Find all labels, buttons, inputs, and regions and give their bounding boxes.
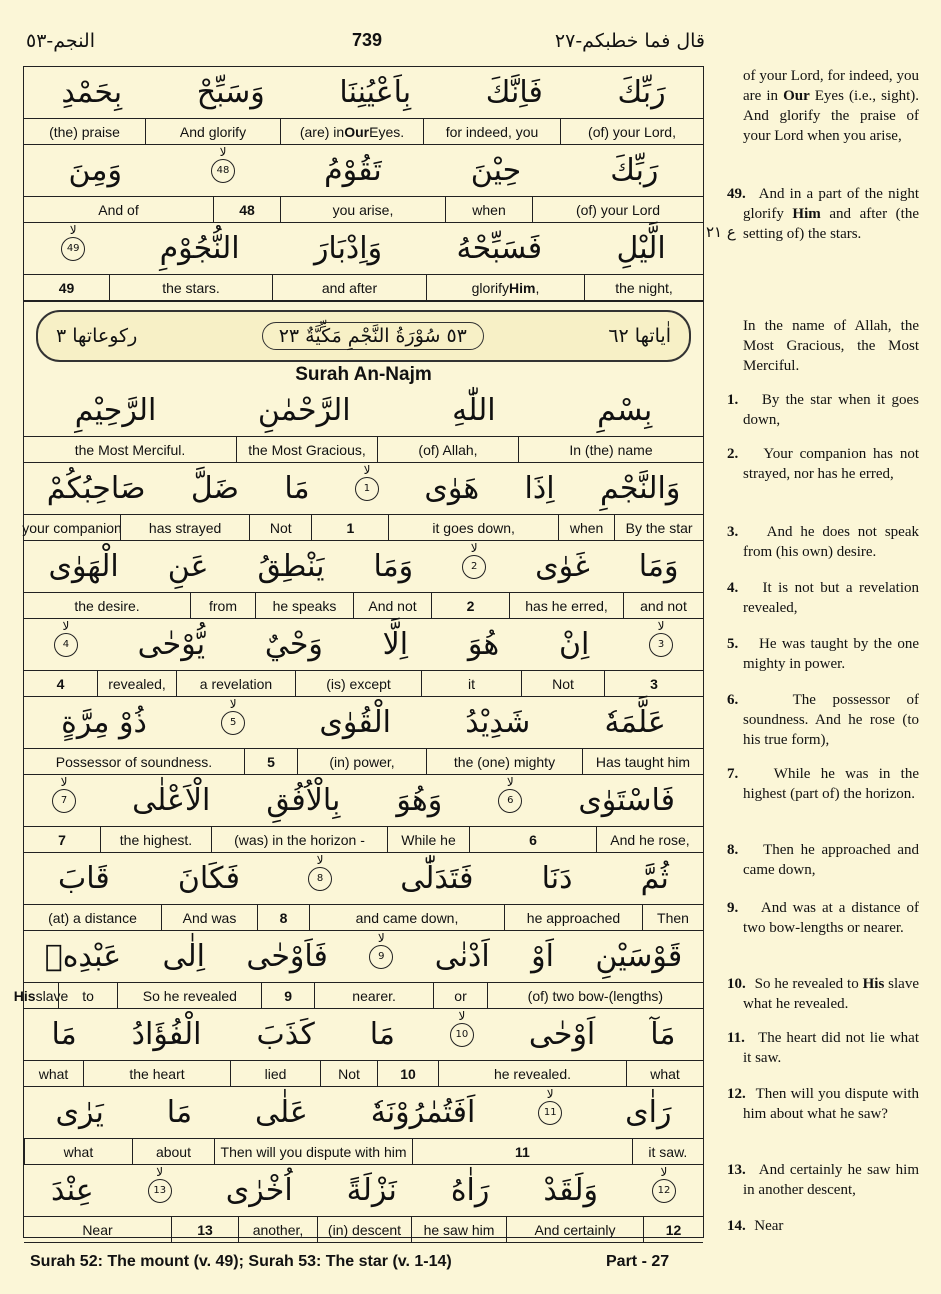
english-gloss: Then will you dispute with him bbox=[214, 1139, 412, 1164]
verse-translation: The heart did not lie what it saw. bbox=[743, 1030, 919, 1066]
arabic-word: الْقُوٰى bbox=[319, 705, 392, 740]
arabic-word: رَاٰى bbox=[625, 1095, 672, 1130]
english-gloss: By the star bbox=[614, 515, 703, 540]
english-gloss: revealed, bbox=[97, 671, 176, 696]
verse-translation: And he does not speak from (his own) desire. bbox=[743, 524, 919, 560]
english-gloss: and not bbox=[623, 593, 703, 618]
english-gloss: While he bbox=[387, 827, 469, 852]
arabic-word: بِحَمْدِ bbox=[61, 75, 123, 110]
english-gloss: the stars. bbox=[109, 275, 272, 300]
translation-paragraph bbox=[727, 316, 919, 376]
english-gloss: the Most Merciful. bbox=[74, 441, 186, 458]
ayah-number-cell: 5 bbox=[244, 749, 297, 774]
verse-translation: It is not but a revelation revealed, bbox=[743, 580, 919, 616]
english-gloss: the highest. bbox=[100, 827, 211, 852]
arabic-word: مَا bbox=[369, 1017, 395, 1052]
translation-paragraph bbox=[727, 634, 919, 674]
arabic-word: قَوْسَيْنِ bbox=[595, 939, 683, 974]
verse-translation: And in a part of the night glorify Him and after (the setting of) the stars. bbox=[743, 186, 919, 242]
english-row bbox=[24, 514, 703, 541]
arabic-word: عَلٰى bbox=[254, 1095, 308, 1130]
english-gloss: And of bbox=[98, 201, 139, 218]
english-gloss: And glorify bbox=[145, 119, 280, 144]
arabic-row bbox=[24, 145, 703, 196]
english-gloss: the night, bbox=[584, 275, 703, 300]
translation-paragraph bbox=[727, 974, 919, 1014]
english-gloss: what bbox=[24, 1139, 132, 1164]
verse-translation: The possessor of soundness. And he rose (to his true form), bbox=[743, 692, 919, 748]
english-gloss: (the) praise bbox=[49, 123, 120, 140]
translation-paragraph bbox=[727, 1216, 919, 1236]
arabic-row bbox=[24, 385, 703, 436]
footer-part: Part - 27 bbox=[606, 1253, 670, 1270]
arabic-word: فَكَانَ bbox=[177, 861, 240, 896]
english-gloss: the heart bbox=[83, 1061, 230, 1086]
arabic-word: النُّجُوْمِ bbox=[159, 231, 240, 266]
ayah-number-cell: 10 bbox=[377, 1061, 438, 1086]
arabic-word: فَاَوْحٰى bbox=[246, 939, 328, 974]
english-gloss: So he revealed bbox=[117, 983, 261, 1008]
arabic-word: اِنْ bbox=[558, 627, 590, 662]
arabic-row bbox=[24, 541, 703, 592]
header-surah-left: النجم-٥٣ bbox=[26, 30, 95, 52]
verse-number: 8. bbox=[727, 842, 739, 858]
verse-number: 7. bbox=[727, 766, 739, 782]
header-juz-right: قال فما خطبكم-٢٧ bbox=[554, 30, 705, 52]
ayah-number-cell: 4 bbox=[56, 675, 65, 692]
ayah-number-marker: لا 11 bbox=[538, 1101, 562, 1125]
english-gloss: he revealed. bbox=[438, 1061, 626, 1086]
arabic-word: عَنِ bbox=[167, 549, 209, 584]
verse-number: 4. bbox=[727, 580, 739, 596]
ayah-number-cell: 6 bbox=[469, 827, 596, 852]
arabic-row bbox=[24, 1009, 703, 1060]
ayah-number-cell: 1 bbox=[311, 515, 388, 540]
arabic-word: فَاِنَّكَ bbox=[485, 75, 543, 110]
arabic-word: قَابَ bbox=[58, 861, 110, 896]
english-gloss: the Most Gracious, bbox=[236, 437, 377, 462]
translation-paragraph bbox=[727, 66, 919, 146]
surah-banner bbox=[36, 310, 691, 362]
ayah-number-marker: لا 10 bbox=[450, 1023, 474, 1047]
english-gloss: (of) your Lord, bbox=[560, 119, 703, 144]
arabic-row bbox=[24, 67, 703, 118]
verse-number: 2. bbox=[727, 446, 739, 462]
verse-translation: So he revealed to His slave what he revealed. bbox=[743, 976, 919, 1012]
ayah-number-marker: لا 3 bbox=[649, 633, 673, 657]
english-gloss: (is) except bbox=[295, 671, 421, 696]
english-gloss: and after bbox=[272, 275, 426, 300]
english-gloss: Not bbox=[249, 515, 311, 540]
verse-number: 13. bbox=[727, 1162, 746, 1178]
arabic-word: مَآ bbox=[650, 1017, 676, 1052]
ayah-number-cell: 3 bbox=[604, 671, 703, 696]
arabic-word: مَا bbox=[166, 1095, 193, 1130]
english-gloss: Then bbox=[642, 905, 703, 930]
ayat-count: اٰیاتها ٦٢ bbox=[608, 325, 671, 347]
english-row bbox=[24, 1138, 703, 1165]
english-row bbox=[24, 1216, 703, 1243]
english-gloss: the desire. bbox=[74, 597, 140, 614]
verse-translation: He was taught by the one mighty in power. bbox=[743, 636, 919, 672]
verse-number: 3. bbox=[727, 524, 739, 540]
arabic-word: يُّوْحٰى bbox=[137, 627, 206, 662]
arabic-word: بِالْاُفُقِ bbox=[266, 783, 341, 818]
ayah-number-marker: لا 49 bbox=[61, 237, 85, 261]
arabic-word: فَاسْتَوٰى bbox=[578, 783, 675, 818]
arabic-word: وَمَا bbox=[373, 549, 414, 584]
ayah-number-cell: 48 bbox=[213, 197, 280, 222]
english-gloss: about bbox=[132, 1139, 214, 1164]
verse-translation: Your companion has not strayed, nor has he erred, bbox=[743, 446, 919, 482]
arabic-word: الْهَوٰى bbox=[48, 549, 119, 584]
ayah-number-marker: لا 4 bbox=[54, 633, 78, 657]
arabic-word: وَمَا bbox=[638, 549, 679, 584]
ayah-number-marker: لا 13 bbox=[148, 1179, 172, 1203]
surah-name-arabic: ٥٣ سُوْرَةُ النَّجْمِ مَكِّيَّةٌ ٢٣ bbox=[262, 322, 484, 350]
english-gloss: glorify Him , bbox=[426, 275, 584, 300]
ruku-marker: ع ٢١ bbox=[706, 223, 736, 241]
verse-translation: Then he approached and came down, bbox=[743, 842, 919, 878]
arabic-word: اُخْرٰى bbox=[225, 1173, 293, 1208]
arabic-word: اللّٰهِ bbox=[452, 393, 496, 428]
english-gloss: nearer. bbox=[314, 983, 434, 1008]
english-row bbox=[24, 748, 703, 775]
verse-translation: Then will you dispute with him about what he saw? bbox=[743, 1086, 919, 1122]
verse-translation: And was at a distance of two bow-lengths or nearer. bbox=[743, 900, 919, 936]
english-gloss: lied bbox=[230, 1061, 320, 1086]
arabic-word: وَاِدْبَارَ bbox=[313, 231, 383, 266]
english-gloss: (at) a distance bbox=[48, 909, 137, 926]
arabic-word: رَبِّكَ bbox=[617, 75, 666, 110]
translation-paragraph bbox=[727, 1028, 919, 1068]
arabic-word: مَا bbox=[284, 471, 310, 506]
verse-number: 49. bbox=[727, 186, 746, 202]
ayah-number-marker: لا 9 bbox=[369, 945, 393, 969]
ayah-number-cell: 12 bbox=[643, 1217, 703, 1242]
english-gloss: has he erred, bbox=[509, 593, 623, 618]
arabic-word: نَزْلَةً bbox=[346, 1173, 397, 1208]
arabic-row bbox=[24, 463, 703, 514]
english-gloss: Possessor of soundness. bbox=[55, 753, 213, 770]
arabic-row bbox=[24, 1087, 703, 1138]
ruku-count: رکوعاتها ٣ bbox=[56, 325, 138, 347]
english-gloss: (was) in the horizon - bbox=[211, 827, 387, 852]
arabic-word: الرَّحْمٰنِ bbox=[257, 393, 351, 428]
translation-paragraph bbox=[727, 764, 919, 804]
surah-title: Surah An-Najm bbox=[295, 364, 432, 385]
arabic-word: فَسَبِّحْهُ bbox=[456, 231, 543, 266]
arabic-word: الْاَعْلٰى bbox=[132, 783, 211, 818]
english-gloss: when bbox=[445, 197, 532, 222]
arabic-word: وَهُوَ bbox=[396, 783, 443, 818]
english-gloss: And not bbox=[353, 593, 431, 618]
arabic-word: تَقُوْمُ bbox=[324, 153, 382, 188]
arabic-word: يَنْطِقُ bbox=[257, 549, 325, 584]
verse-translation: While he was in the highest (part of) the horizon. bbox=[743, 766, 919, 802]
ayah-number-marker: لا 5 bbox=[221, 711, 245, 735]
arabic-word: اَدْنٰى bbox=[434, 939, 490, 974]
arabic-row bbox=[24, 931, 703, 982]
arabic-word: ثُمَّ bbox=[640, 861, 669, 896]
english-gloss: or bbox=[433, 983, 486, 1008]
english-gloss: when bbox=[558, 515, 614, 540]
arabic-word: اَفَتُمٰرُوْنَهٗ bbox=[370, 1095, 476, 1130]
arabic-word: صَاحِبُكُمْ bbox=[46, 471, 146, 506]
verse-translation: Near bbox=[743, 1218, 784, 1234]
english-gloss: has strayed bbox=[120, 515, 249, 540]
arabic-word: الْفُؤَادُ bbox=[131, 1017, 202, 1052]
arabic-word: الرَّحِيْمِ bbox=[74, 393, 157, 428]
ayah-number-cell: 2 bbox=[431, 593, 509, 618]
translation-paragraph bbox=[727, 840, 919, 880]
english-gloss: In (the) name bbox=[518, 437, 703, 462]
arabic-word: وَمِنَ bbox=[68, 153, 122, 188]
word-by-word-grid bbox=[13, 66, 704, 1238]
arabic-word: هَوٰى bbox=[424, 471, 480, 506]
arabic-row bbox=[24, 619, 703, 670]
verse-translation: By the star when it goes down, bbox=[743, 392, 919, 428]
translation-paragraph bbox=[727, 1084, 919, 1124]
english-gloss: the (one) mighty bbox=[426, 749, 582, 774]
arabic-row bbox=[24, 697, 703, 748]
arabic-word: حِيْنَ bbox=[470, 153, 522, 188]
verse-translation: And certainly he saw him in another descent, bbox=[743, 1162, 919, 1198]
english-row bbox=[13, 982, 703, 1009]
footer-surah-info: Surah 52: The mount (v. 49); Surah 53: The star (v. 1-14) bbox=[30, 1253, 452, 1270]
english-gloss: (of) Allah, bbox=[377, 437, 518, 462]
arabic-word: اِلَّا bbox=[382, 627, 409, 662]
verse-number: 5. bbox=[727, 636, 739, 652]
verse-number: 12. bbox=[727, 1086, 746, 1102]
english-gloss: and came down, bbox=[309, 905, 504, 930]
english-gloss: he approached bbox=[504, 905, 642, 930]
arabic-word: شَدِيْدُ bbox=[465, 705, 531, 740]
translation-paragraph bbox=[727, 898, 919, 938]
arabic-word: فَتَدَلّٰى bbox=[400, 861, 474, 896]
ayah-number-cell: 8 bbox=[257, 905, 309, 930]
english-gloss: you arise, bbox=[280, 197, 445, 222]
arabic-word: بِسْمِ bbox=[597, 393, 653, 428]
ayah-number-marker: لا 12 bbox=[652, 1179, 676, 1203]
verse-number: 10. bbox=[727, 976, 746, 992]
english-gloss: Not bbox=[320, 1061, 377, 1086]
translation-paragraph bbox=[727, 184, 919, 244]
arabic-word: ذُوْ مِرَّةٍ bbox=[61, 705, 147, 740]
arabic-word: الَّيْلِ bbox=[616, 231, 666, 266]
english-gloss: Near bbox=[82, 1221, 113, 1238]
translation-paragraph bbox=[727, 444, 919, 484]
arabic-word: ضَلَّ bbox=[190, 471, 240, 506]
translation-paragraph bbox=[727, 1160, 919, 1200]
english-gloss: he saw him bbox=[411, 1217, 506, 1242]
arabic-word: بِاَعْيُنِنَا bbox=[339, 75, 412, 110]
arabic-row bbox=[24, 853, 703, 904]
verse-number: 14. bbox=[727, 1218, 746, 1234]
verse-number: 6. bbox=[727, 692, 739, 708]
english-gloss: (of) two bow-(lengths) bbox=[487, 983, 703, 1008]
english-gloss: Not bbox=[521, 671, 604, 696]
ayah-number-cell: 11 bbox=[412, 1139, 632, 1164]
english-gloss: it saw. bbox=[632, 1139, 703, 1164]
arabic-word: يَرٰى bbox=[55, 1095, 104, 1130]
english-gloss: to bbox=[58, 983, 117, 1008]
ayah-number-cell: 9 bbox=[261, 983, 313, 1008]
english-gloss: what bbox=[626, 1061, 703, 1086]
translation-paragraph bbox=[727, 390, 919, 430]
arabic-word: اَوْحٰى bbox=[528, 1017, 596, 1052]
english-gloss: it goes down, bbox=[388, 515, 558, 540]
english-gloss: Has taught him bbox=[582, 749, 703, 774]
arabic-row bbox=[24, 223, 703, 274]
page-number: 739 bbox=[352, 30, 383, 50]
english-row bbox=[24, 592, 703, 619]
english-gloss: And certainly bbox=[506, 1217, 643, 1242]
english-gloss: His slave bbox=[13, 987, 69, 1004]
english-row bbox=[24, 118, 703, 145]
english-gloss: your companion bbox=[22, 519, 122, 536]
surah-banner-row bbox=[24, 301, 703, 385]
english-gloss: (are) in Our Eyes. bbox=[280, 119, 423, 144]
arabic-word: غَوٰى bbox=[535, 549, 590, 584]
ayah-number-cell: 49 bbox=[58, 279, 75, 296]
english-row bbox=[24, 826, 703, 853]
arabic-word: عَلَّمَهٗ bbox=[604, 705, 666, 740]
english-gloss: (in) descent bbox=[317, 1217, 411, 1242]
english-row bbox=[24, 274, 703, 301]
english-row bbox=[24, 670, 703, 697]
translation-paragraph bbox=[727, 690, 919, 750]
verse-number: 11. bbox=[727, 1030, 745, 1046]
english-row bbox=[24, 904, 703, 931]
ayah-number-cell: 13 bbox=[171, 1217, 238, 1242]
english-gloss: And was bbox=[161, 905, 257, 930]
ayah-number-marker: لا 1 bbox=[355, 477, 379, 501]
english-gloss: for indeed, you bbox=[423, 119, 560, 144]
arabic-word: وَلَقَدْ bbox=[543, 1173, 598, 1208]
english-row bbox=[24, 196, 703, 223]
ayah-number-marker: لا 48 bbox=[211, 159, 235, 183]
arabic-word: دَنَا bbox=[541, 861, 573, 896]
english-gloss: it bbox=[421, 671, 521, 696]
arabic-word: رَبِّكَ bbox=[610, 153, 659, 188]
arabic-word: اَوْ bbox=[531, 939, 554, 974]
arabic-word: هُوَ bbox=[467, 627, 500, 662]
translation-paragraph bbox=[727, 522, 919, 562]
translation-paragraph bbox=[727, 578, 919, 618]
english-gloss: (in) power, bbox=[297, 749, 426, 774]
arabic-word: عَبْدِهٖ bbox=[44, 939, 122, 974]
english-gloss: from bbox=[190, 593, 255, 618]
arabic-word: وَحْيٌ bbox=[264, 627, 323, 662]
english-row bbox=[24, 1060, 703, 1087]
english-gloss: he speaks bbox=[255, 593, 353, 618]
ayah-number-marker: لا 6 bbox=[498, 789, 522, 813]
ayah-number-cell: 7 bbox=[58, 831, 66, 848]
arabic-word: اِلٰى bbox=[162, 939, 205, 974]
arabic-word: كَذَبَ bbox=[256, 1017, 315, 1052]
arabic-word: مَا bbox=[51, 1017, 77, 1052]
verse-translation: of your Lord, for indeed, you are in Our Eyes (i.e., sight). And glorify the praise of your Lord when you arise, bbox=[743, 68, 919, 144]
arabic-word: رَاٰهُ bbox=[450, 1173, 490, 1208]
verse-number: 1. bbox=[727, 392, 739, 408]
english-gloss: a revelation bbox=[176, 671, 295, 696]
english-gloss: what bbox=[38, 1065, 69, 1082]
arabic-word: عِنْدَ bbox=[51, 1173, 94, 1208]
english-gloss: And he rose, bbox=[596, 827, 703, 852]
arabic-row bbox=[24, 1165, 703, 1216]
verse-number: 9. bbox=[727, 900, 739, 916]
english-gloss: (of) your Lord bbox=[532, 197, 703, 222]
ayah-number-marker: لا 7 bbox=[52, 789, 76, 813]
verse-translation: In the name of Allah, the Most Gracious, the Most Merciful. bbox=[743, 318, 919, 374]
arabic-word: وَسَبِّحْ bbox=[196, 75, 265, 110]
arabic-word: اِذَا bbox=[524, 471, 555, 506]
ayah-number-marker: لا 2 bbox=[462, 555, 486, 579]
arabic-word: وَالنَّجْمِ bbox=[599, 471, 681, 506]
english-row bbox=[24, 436, 703, 463]
arabic-row bbox=[24, 775, 703, 826]
ayah-number-marker: لا 8 bbox=[308, 867, 332, 891]
english-gloss: another, bbox=[238, 1217, 317, 1242]
